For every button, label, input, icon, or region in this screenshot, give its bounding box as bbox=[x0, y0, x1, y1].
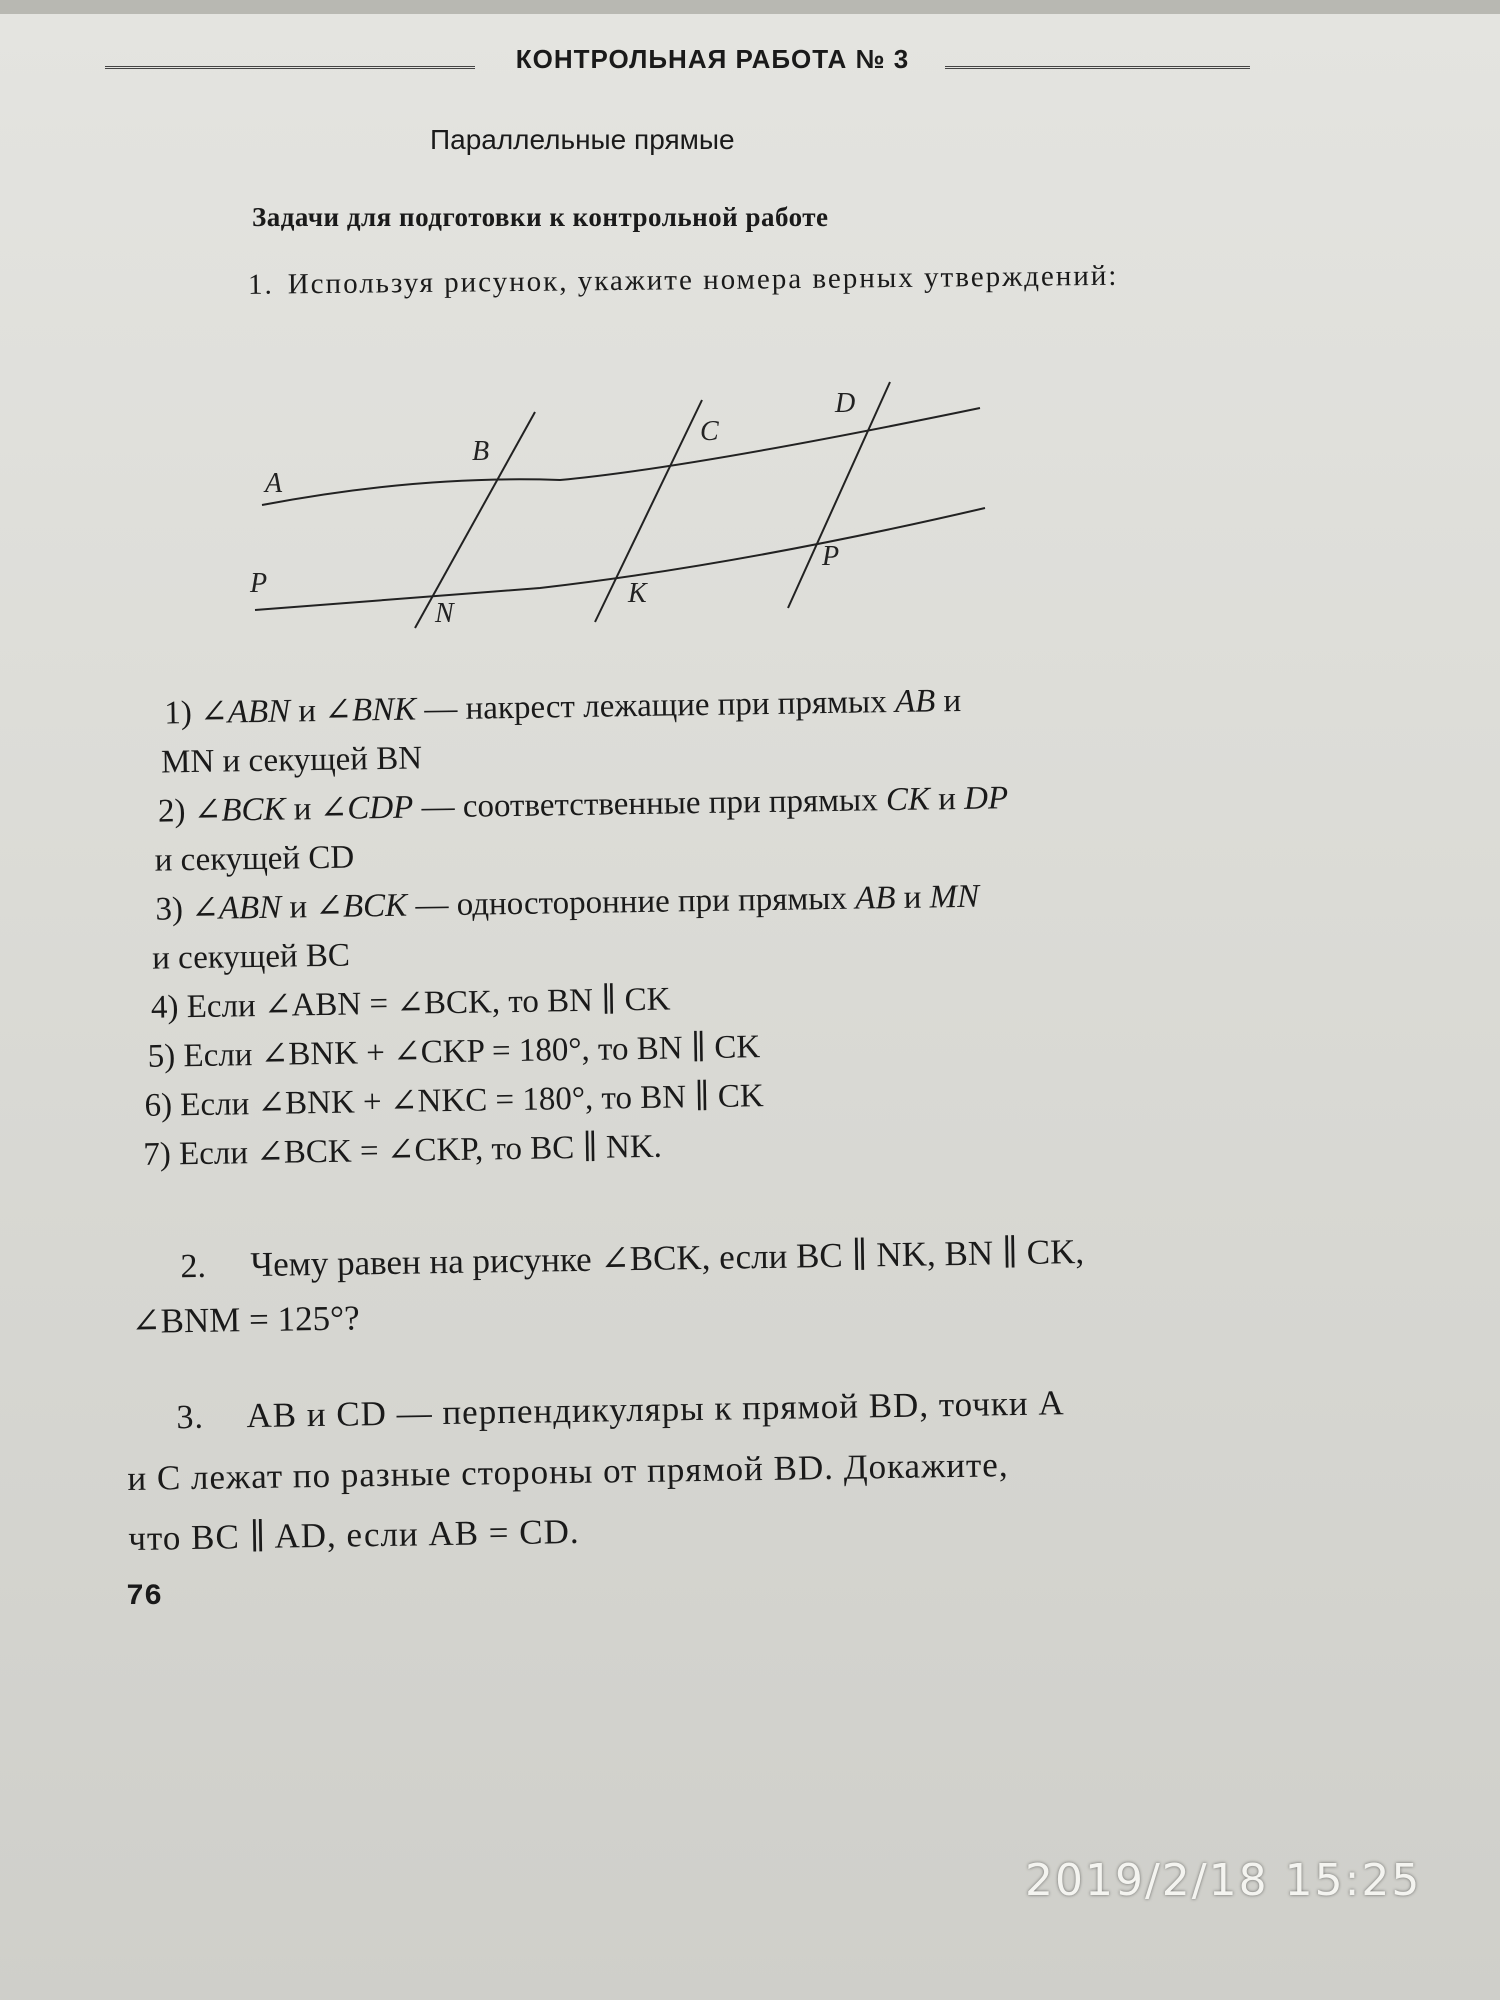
title-rule-left bbox=[105, 66, 475, 69]
task-3-line3: что BC ∥ AD, если AB = CD. bbox=[128, 1511, 580, 1558]
statement-2: 2) ∠BCK и ∠CDP — соответственные при прямых CK и DP bbox=[157, 780, 1009, 830]
label-p-right: P bbox=[822, 541, 840, 572]
task-3-line2: и C лежат по разные стороны от прямой BD. Докажите, bbox=[127, 1445, 1009, 1498]
label-a: A bbox=[265, 468, 283, 499]
statement-2-cont: и секущей CD bbox=[154, 839, 355, 879]
label-p-left: P bbox=[250, 568, 268, 599]
task-2-line1: 2. Чему равен на рисунке ∠BCK, если BC ∥ NK, BN ∥ CK, bbox=[130, 1221, 1331, 1295]
statement-4: 4) Если ∠ABN = ∠BCK, то BN ∥ CK bbox=[150, 981, 671, 1026]
statement-3-cont: и секущей BC bbox=[151, 937, 351, 977]
geometry-figure bbox=[240, 360, 1010, 650]
task-3-number: 3. bbox=[176, 1398, 205, 1437]
page-edge bbox=[0, 0, 1500, 14]
line-pn bbox=[255, 508, 985, 610]
page-title: КОНТРОЛЬНАЯ РАБОТА № 3 bbox=[515, 44, 910, 74]
task-1-text: Используя рисунок, укажите номера верных утверждений: bbox=[287, 259, 1119, 301]
label-k: K bbox=[628, 578, 647, 609]
task-2-line2: ∠BNM = 125°? bbox=[130, 1298, 360, 1341]
label-n: N bbox=[435, 598, 454, 629]
task-1 bbox=[200, 251, 1220, 310]
task-2-number: 2. bbox=[180, 1247, 207, 1286]
statement-7: 7) Если ∠BCK = ∠CKP, то BC ∥ NK. bbox=[143, 1128, 663, 1173]
page-subtitle: Параллельные прямые bbox=[430, 124, 735, 155]
title-bar bbox=[100, 42, 1260, 82]
title-rule-right bbox=[945, 66, 1250, 69]
task-3-line1: 3. AB и CD — перпендикуляры к прямой BD, точки A bbox=[126, 1369, 1347, 1449]
page-number: 76 bbox=[126, 1580, 163, 1614]
figure-svg bbox=[240, 360, 1010, 650]
task-2 bbox=[130, 1221, 1332, 1349]
line-ck bbox=[595, 400, 702, 622]
label-d: D bbox=[835, 388, 856, 419]
section-heading: Задачи для подготовки к контрольной работе bbox=[252, 202, 829, 232]
statements-list bbox=[130, 671, 1338, 1180]
photo-timestamp: 2019/2/18 15:25 bbox=[1025, 1855, 1422, 1906]
statement-1: 1) ∠ABN и ∠BNK — накрест лежащие при прямых AB и bbox=[164, 682, 962, 732]
statement-3: 3) ∠ABN и ∠BCK — односторонние при прямых AB и MN bbox=[155, 878, 980, 928]
statement-6: 6) Если ∠BNK + ∠NKC = 180°, то BN ∥ CK bbox=[144, 1078, 764, 1124]
task-1-number: 1. bbox=[247, 268, 274, 301]
label-b: B bbox=[472, 436, 490, 467]
task-3 bbox=[126, 1369, 1349, 1569]
statement-1-cont: MN и секущей BN bbox=[160, 740, 423, 781]
statement-5: 5) Если ∠BNK + ∠CKP = 180°, то BN ∥ CK bbox=[147, 1029, 761, 1075]
label-c: C bbox=[700, 416, 719, 447]
